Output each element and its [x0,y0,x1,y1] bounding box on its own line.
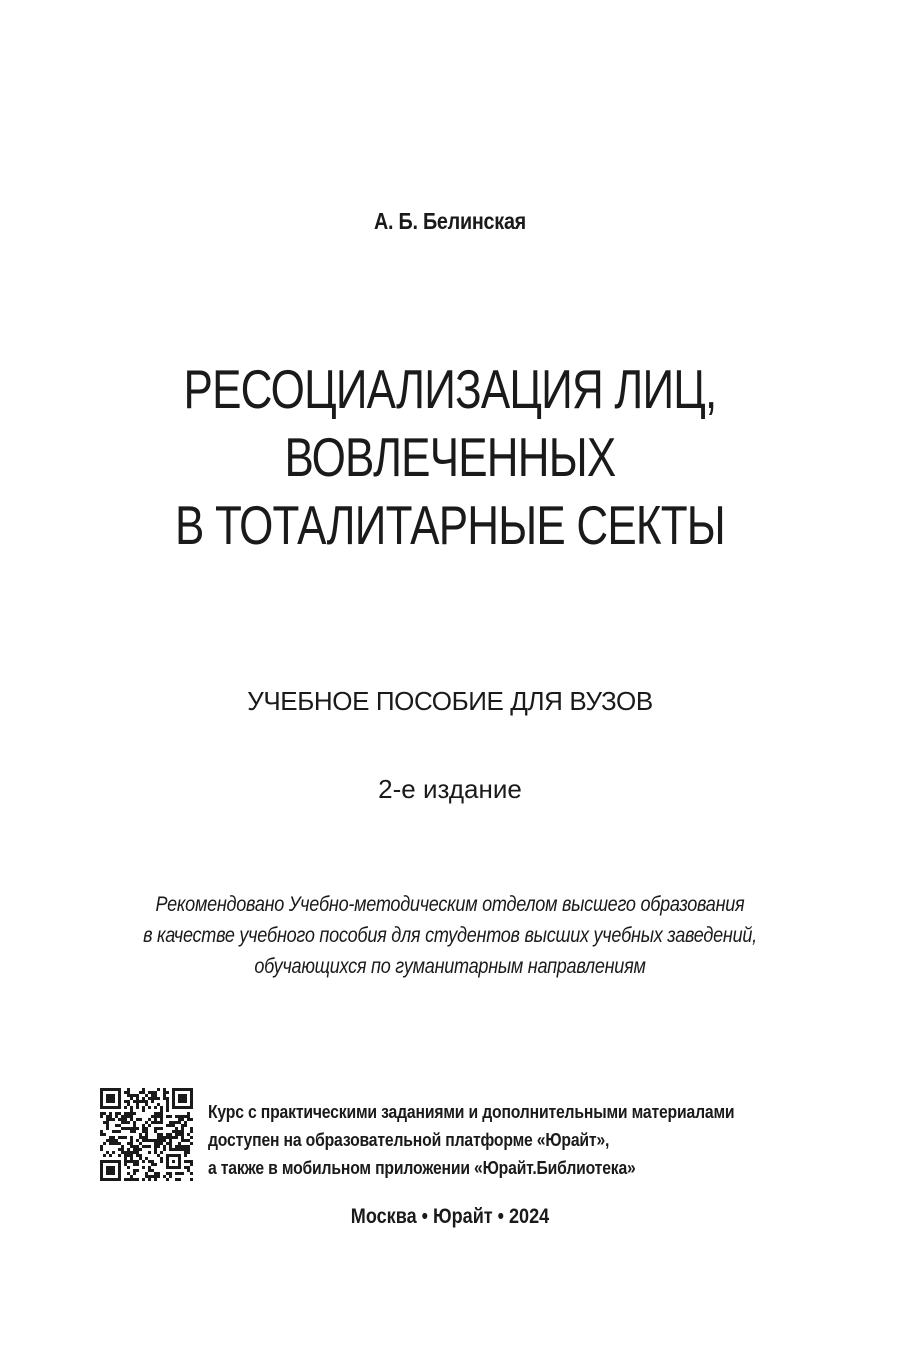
recommendation-line-3: обучающихся по гуманитарным направлениям [254,955,646,978]
recommendation-line-2: в качестве учебного пособия для студентов высших учебных заведений, [143,924,757,947]
recommendation-note [0,889,900,982]
title-line-2: ВОВЛЕЧЕННЫХ [284,426,616,488]
book-type: УЧЕБНОЕ ПОСОБИЕ ДЛЯ ВУЗОВ [247,686,653,716]
book-title [0,355,900,559]
course-line-3: а также в мобильном приложении «Юрайт.Библиотека» [208,1157,636,1178]
author-name: А. Б. Белинская [374,208,526,234]
qr-code-icon[interactable] [100,1088,193,1181]
title-line-1: РЕСОЦИАЛИЗАЦИЯ ЛИЦ, [183,358,717,420]
course-line-2: доступен на образовательной платформе «Юрайт», [208,1129,610,1150]
course-info [208,1098,848,1182]
course-line-1: Курс с практическими заданиями и дополнительными материалами [208,1101,735,1122]
title-line-3: В ТОТАЛИТАРНЫЕ СЕКТЫ [175,494,725,556]
publisher-imprint: Москва • Юрайт • 2024 [350,1205,550,1228]
edition-label: 2-е издание [378,774,522,804]
recommendation-line-1: Рекомендовано Учебно-методическим отделом высшего образования [155,893,745,916]
